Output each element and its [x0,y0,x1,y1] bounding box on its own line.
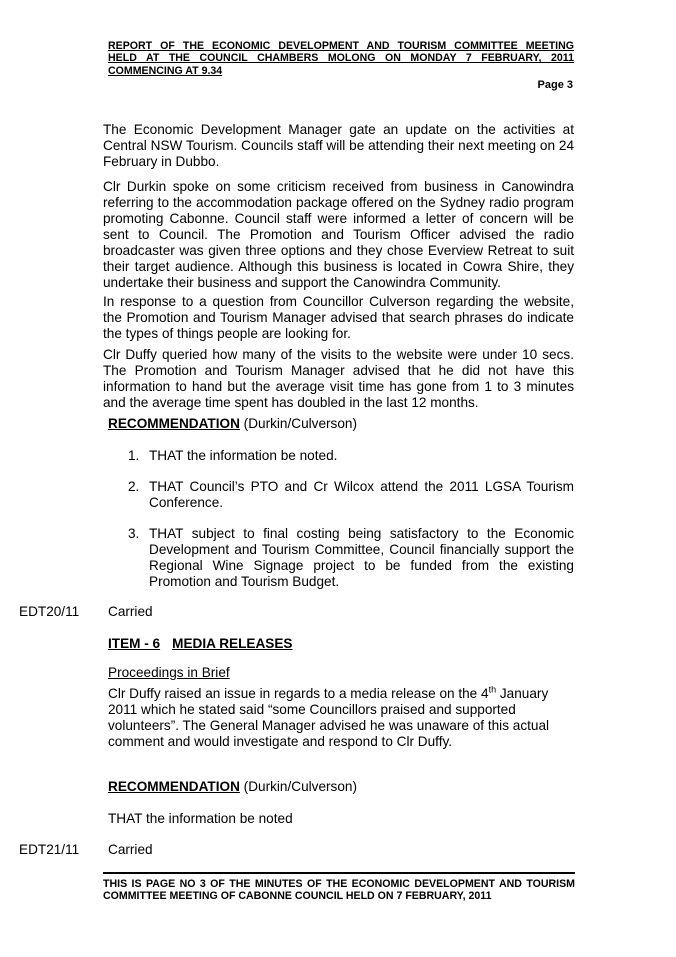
paragraph-canowindra-criticism: Clr Durkin spoke on some criticism received from business in Canowindra referring to the accommodation package offered on the Sydney radio program promoting Cabonne. Council staff were informed a letter of concern will be sent to Council. The Promotion and Tourism Officer advised the radio broadcaster was given three options and they chose Everview Retreat to suit their target audience. Although this business is located in Cowra Shire, they undertake their business and support the Canowindra Community. [103,179,574,290]
item-title: MEDIA RELEASES [172,636,293,651]
list-text: THAT Council’s PTO and Cr Wilcox attend the 2011 LGSA Tourism Conference. [149,479,574,510]
minute-number: EDT20/11 [19,604,80,619]
list-number: 3. [128,526,140,541]
header-title-line-3: COMMENCING AT 9.34 [108,64,223,77]
paragraph-website-visits: Clr Duffy queried how many of the visits to the website were under 10 secs. The Promotion and Tourism Manager advised that he did not have this information to hand but the average visit time has gone from 1 to 3 minutes and the average time spent has doubled in the last 12 months. [103,347,574,410]
media-text-a: Clr Duffy raised an issue in regards to a media release on the 4 [108,686,489,701]
minute-status: Carried [108,842,153,857]
recommendation-movers: (Durkin/Culverson) [239,416,357,431]
report-header [108,40,574,77]
recommendation-heading-2 [108,779,357,795]
footer-divider [103,872,575,874]
list-text: THAT subject to final costing being satisfactory to the Economic Development and Tourism Committee, Council financially support the Regional Wine Signage project to be funded from the existing Promotion and Tourism Budget. [149,526,574,589]
recommendation-movers: (Durkin/Culverson) [239,779,357,794]
paragraph-website-search: In response to a question from Councillor Culverson regarding the website, the Promotion and Tourism Manager advised that search phrases do indicate the types of things people are looking for. [103,294,574,341]
item-heading [108,636,292,651]
list-number: 2. [128,479,140,494]
recommendation-label: RECOMMENDATION [108,416,240,431]
item-number: ITEM - 6 [108,636,161,651]
recommendation-text: THAT the information be noted [108,811,293,826]
paragraph-central-nsw-tourism: The Economic Development Manager gate an update on the activities at Central NSW Tourism. Councils staff will be attending their next meeting on 24 February in Dubbo. [103,122,574,169]
proceedings-heading: Proceedings in Brief [108,665,230,680]
recommendation-item [128,526,574,590]
minute-number: EDT21/11 [19,842,80,857]
ordinal-suffix: th [488,684,497,695]
list-text: THAT the information be noted. [149,448,338,463]
media-text-b: January 2011 which he stated said “some Councillors praised and supported volunteers”. The General Manager advised he was unaware of this actual comment and would investigate and respond to Clr Duffy. [108,686,550,749]
minute-status: Carried [108,604,153,619]
header-title-line-1: REPORT OF THE ECONOMIC DEVELOPMENT AND TOURISM COMMITTEE MEETING [108,40,574,52]
recommendation-item [128,479,574,511]
header-title-line-2: HELD AT THE COUNCIL CHAMBERS MOLONG ON MONDAY 7 FEBRUARY, 2011 [108,52,574,65]
page-number: Page 3 [537,79,573,91]
recommendation-label: RECOMMENDATION [108,779,240,794]
paragraph-media-release [108,686,574,750]
recommendation-item [128,448,574,464]
page-footer: THIS IS PAGE NO 3 OF THE MINUTES OF THE ECONOMIC DEVELOPMENT AND TOURISM COMMITTEE MEETING OF CABONNE COUNCIL HELD ON 7 FEBRUARY, 2011 [103,878,575,903]
list-number: 1. [128,448,140,463]
recommendation-heading [108,416,357,432]
